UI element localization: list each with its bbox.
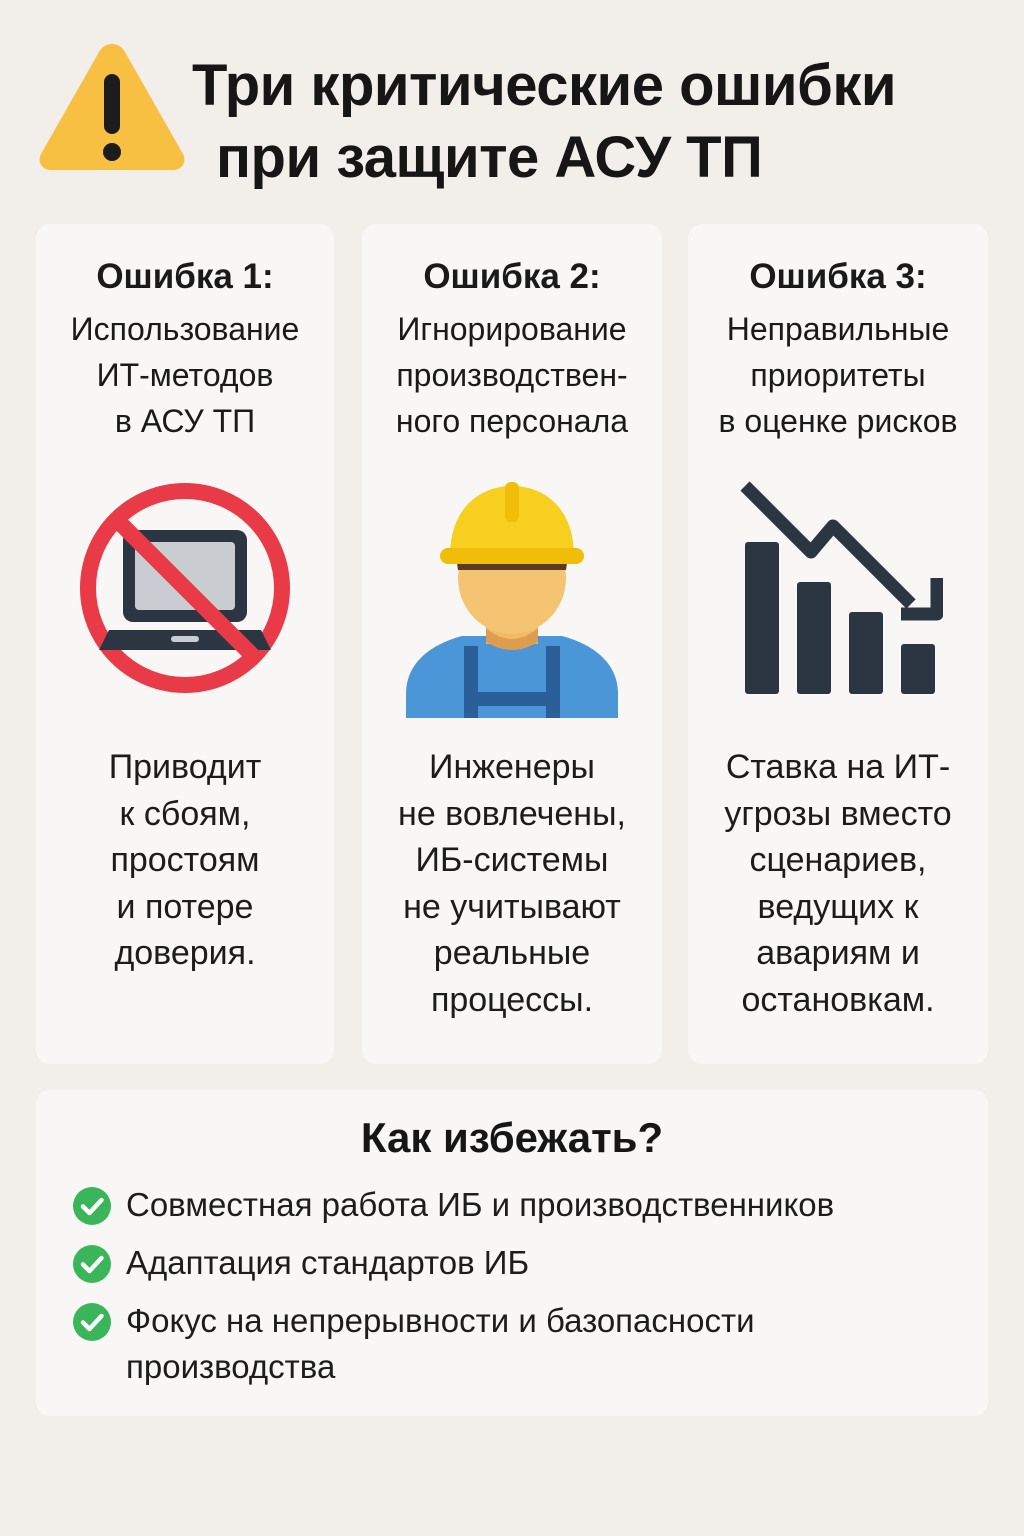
check-circle-icon [72,1186,112,1226]
tip-text: Фокус на непрерывности и базопасности производства [126,1302,755,1385]
mistake-number: Ошибка 1: [96,257,274,296]
page-title-line2: при защите АСУ ТП [216,125,763,190]
mistake-card-3 [688,224,988,1064]
mistake-description: Приводит к сбоям, простоям и потере доверия. [108,748,262,972]
worker-icon [402,478,622,718]
warning-icon [36,36,188,176]
mistake-illustration [362,478,662,718]
mistake-card-1 [36,224,334,1064]
mistake-card-header [688,254,988,444]
mistake-description: Ставка на ИТ- угрозы вместо сценариев, ведущих к авариям и остановкам. [724,748,952,1019]
tip-item [72,1298,972,1390]
page-title-line1: Три критические ошибки [192,53,897,118]
mistake-number: Ошибка 3: [749,257,927,296]
no-laptop-icon [75,478,295,698]
mistake-title: Неправильные приоритеты в оценке рисков [718,311,958,439]
mistake-title: Использование ИТ-методов в АСУ ТП [70,311,300,439]
tips-list [72,1182,972,1402]
mistake-cards [36,224,988,1064]
tip-item [72,1182,972,1228]
check-circle-icon [72,1302,112,1342]
declining-chart-icon [733,478,943,698]
mistake-card-header [36,254,334,444]
mistake-description: Инженеры не вовлечены, ИБ-системы не учитывают реальные процессы. [398,748,626,1019]
mistake-illustration [688,478,988,718]
tip-text: Адаптация стандартов ИБ [126,1244,530,1281]
mistake-number: Ошибка 2: [423,257,601,296]
mistake-title: Игнорирование производствен- ного персонала [395,311,629,439]
tip-text: Совместная работа ИБ и производственников [126,1186,835,1223]
mistake-illustration [36,478,334,718]
page-title [192,50,1012,194]
tip-item [72,1240,972,1286]
how-to-avoid-panel [36,1090,988,1416]
mistake-card-header [362,254,662,444]
tips-title: Как избежать? [360,1114,664,1161]
mistake-card-2 [362,224,662,1064]
check-circle-icon [72,1244,112,1284]
header [36,36,1006,196]
